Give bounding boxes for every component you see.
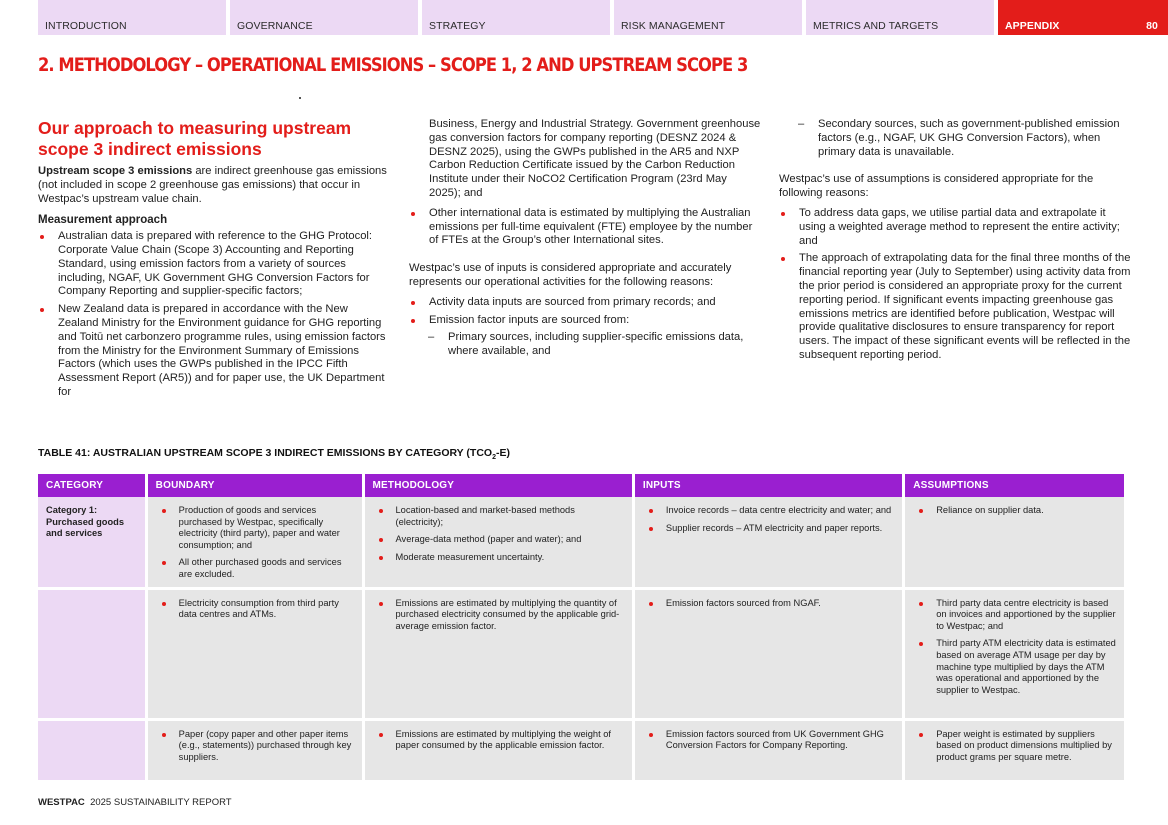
assumptions-cell bbox=[905, 721, 1124, 783]
boundary-cell bbox=[148, 497, 362, 590]
header-inputs: INPUTS bbox=[635, 474, 902, 497]
header-boundary: BOUNDARY bbox=[148, 474, 362, 497]
table-row bbox=[38, 590, 1124, 721]
methodology-cell bbox=[365, 590, 632, 721]
column-3 bbox=[779, 118, 1131, 367]
decorative-dot bbox=[299, 97, 301, 99]
top-navigation bbox=[38, 0, 1168, 35]
nav-tab-strategy[interactable]: STRATEGY bbox=[422, 0, 610, 35]
nav-tab-introduction[interactable]: INTRODUCTION bbox=[38, 0, 226, 35]
table-row bbox=[38, 497, 1124, 590]
list-item: To address data gaps, we utilise partial data and extrapolate it using a weighted average method to represent the entire activity; and bbox=[779, 207, 1131, 248]
footer bbox=[38, 797, 232, 808]
table-caption-end: -E) bbox=[495, 447, 510, 459]
assumptions-list bbox=[779, 207, 1131, 363]
cell-item: Reliance on supplier data. bbox=[913, 505, 1116, 517]
cell-item: Emissions are estimated by multiplying the quantity of purchased electricity consumed by the applicable grid-average emission factor. bbox=[373, 598, 624, 633]
table-caption-subscript: 2 bbox=[492, 454, 496, 462]
measurement-approach-heading: Measurement approach bbox=[38, 214, 168, 227]
list-item: Other international data is estimated by multiplying the Australian emissions per full-time equivalent (FTE) employee by the number of FTEs at the Group’s other International sites. bbox=[409, 207, 761, 248]
assumptions-paragraph: Westpac’s use of assumptions is considered appropriate for the following reasons: bbox=[779, 173, 1094, 200]
boundary-cell bbox=[148, 721, 362, 783]
measurement-list bbox=[38, 230, 390, 400]
cell-item: Average-data method (paper and water); and bbox=[373, 534, 624, 546]
cell-item: All other purchased goods and services are excluded. bbox=[156, 557, 354, 580]
column-2 bbox=[409, 118, 761, 359]
cell-item: Invoice records – data centre electricity and water; and bbox=[643, 505, 894, 517]
list-item: Activity data inputs are sourced from primary records; and bbox=[409, 296, 761, 310]
table-header-row bbox=[38, 474, 1124, 497]
cell-item: Moderate measurement uncertainty. bbox=[373, 552, 624, 564]
nav-tab-appendix[interactable] bbox=[998, 0, 1168, 35]
assumptions-cell bbox=[905, 590, 1124, 721]
page-number: 80 bbox=[1146, 20, 1158, 32]
footer-brand: WESTPAC bbox=[38, 797, 85, 808]
cell-item: Paper weight is estimated by suppliers based on product dimensions multiplied by product grams per square metre. bbox=[913, 729, 1116, 764]
header-category: CATEGORY bbox=[38, 474, 145, 497]
inputs-list bbox=[409, 296, 761, 328]
list-item: Emission factor inputs are sourced from: bbox=[409, 314, 761, 328]
cell-item: Third party ATM electricity data is estimated based on average ATM usage per day by machine type multiplied by days the ATM was operational and apportioned by the supplier to Westpac. bbox=[913, 638, 1116, 696]
boundary-cell bbox=[148, 590, 362, 721]
nav-tab-risk-management[interactable]: RISK MANAGEMENT bbox=[614, 0, 802, 35]
secondary-sources-list bbox=[779, 118, 1131, 159]
intro-paragraph bbox=[38, 165, 390, 206]
table-row bbox=[38, 721, 1124, 783]
intro-bold: Upstream scope 3 emissions bbox=[38, 165, 193, 177]
table-caption bbox=[38, 447, 510, 461]
list-item: New Zealand data is prepared in accordance with the New Zealand Ministry for the Environment guidance for GHG reporting and Toitū net carbonzero programme rules, using emission factors from the Ministry for the Environment Summary of Emissions Factors (which uses the GWPs published in the IPCC Fifth Assessment Report (AR5)) and for paper use, the UK Department for bbox=[38, 303, 390, 400]
inputs-cell bbox=[635, 721, 902, 783]
footer-report-name: 2025 SUSTAINABILITY REPORT bbox=[90, 797, 232, 808]
cell-item: Supplier records – ATM electricity and paper reports. bbox=[643, 523, 894, 535]
cell-item: Production of goods and services purchased by Westpac, specifically electricity (third party), paper and water consumption; and bbox=[156, 505, 354, 551]
methodology-cell bbox=[365, 721, 632, 783]
header-methodology: METHODOLOGY bbox=[365, 474, 632, 497]
category-cell: Category 1: Purchased goods and services bbox=[38, 497, 145, 590]
section-heading: Our approach to measuring upstream scope 3 indirect emissions bbox=[38, 118, 352, 159]
sources-list bbox=[409, 331, 761, 359]
inputs-paragraph: Westpac’s use of inputs is considered appropriate and accurately represents our operational activities for the following reasons: bbox=[409, 262, 732, 288]
inputs-cell bbox=[635, 497, 902, 590]
table-caption-main: TABLE 41: AUSTRALIAN UPSTREAM SCOPE 3 INDIRECT EMISSIONS BY CATEGORY (TCO bbox=[38, 447, 493, 459]
intro-text: are indirect greenhouse gas emissions (not included in scope 2 greenhouse gas emissions) that occur in Westpac’s upstream value chain. bbox=[38, 165, 387, 205]
cell-item: Emissions are estimated by multiplying the weight of paper consumed by the applicable emission factor. bbox=[373, 729, 624, 752]
list-item: – Secondary sources, such as government-published emission factors (e.g., NGAF, UK GHG Conversion Factors), when primary data is unavailable. bbox=[779, 118, 1131, 159]
category-cell-empty bbox=[38, 590, 145, 721]
list-item: Australian data is prepared with reference to the GHG Protocol: Corporate Value Chain (Scope 3) Accounting and Reporting Standard, using emission factors from a variety of sources including, NGAF, UK Government GHG Conversion Factors for Company Reporting and supplier-specific factors; bbox=[38, 230, 390, 299]
international-list bbox=[409, 207, 761, 248]
inputs-cell bbox=[635, 590, 902, 721]
page-title: 2. METHODOLOGY – OPERATIONAL EMISSIONS – SCOPE 1, 2 AND UPSTREAM SCOPE 3 bbox=[38, 54, 748, 76]
cell-item: Paper (copy paper and other paper items (e.g., statements)) purchased through key suppliers. bbox=[156, 729, 354, 764]
cell-item: Emission factors sourced from UK Government GHG Conversion Factors for Company Reporting. bbox=[643, 729, 894, 752]
cell-item: Third party data centre electricity is based on invoices and apportioned by the supplier to Westpac; and bbox=[913, 598, 1116, 633]
column-1 bbox=[38, 118, 390, 404]
cell-item: Location-based and market-based methods (electricity); bbox=[373, 505, 624, 528]
header-assumptions: ASSUMPTIONS bbox=[905, 474, 1124, 497]
continued-text: Business, Energy and Industrial Strategy. Government greenhouse gas conversion factors for company reporting (DESNZ 2024 & DESNZ 2025), using the GWPs published in the AR5 and NXP Carbon Reduction Certificate issued by the Carbon Reduction Institute under their NoCO2 Certification Program (23rd May 2025); and bbox=[429, 118, 761, 199]
methodology-cell bbox=[365, 497, 632, 590]
cell-item: Electricity consumption from third party data centres and ATMs. bbox=[156, 598, 354, 621]
nav-tab-governance[interactable]: GOVERNANCE bbox=[230, 0, 418, 35]
nav-tab-metrics-and-targets[interactable]: METRICS AND TARGETS bbox=[806, 0, 994, 35]
cell-item: Emission factors sourced from NGAF. bbox=[643, 598, 894, 610]
list-item: The approach of extrapolating data for the final three months of the financial reporting year (July to September) using activity data from the prior period is considered an appropriate proxy for the current reporting period. If significant events impacting greenhouse gas emissions metrics are identified before publication, Westpac will provide qualitative disclosures to ensure transparency for report users. The impact of these significant events will be reflected in the subsequent reporting period. bbox=[779, 252, 1131, 362]
assumptions-cell bbox=[905, 497, 1124, 590]
emissions-table bbox=[35, 474, 1127, 783]
nav-tab-appendix-label: APPENDIX bbox=[1005, 20, 1060, 32]
list-item: – Primary sources, including supplier-specific emissions data, where available, and bbox=[409, 331, 761, 359]
category-cell-empty bbox=[38, 721, 145, 783]
